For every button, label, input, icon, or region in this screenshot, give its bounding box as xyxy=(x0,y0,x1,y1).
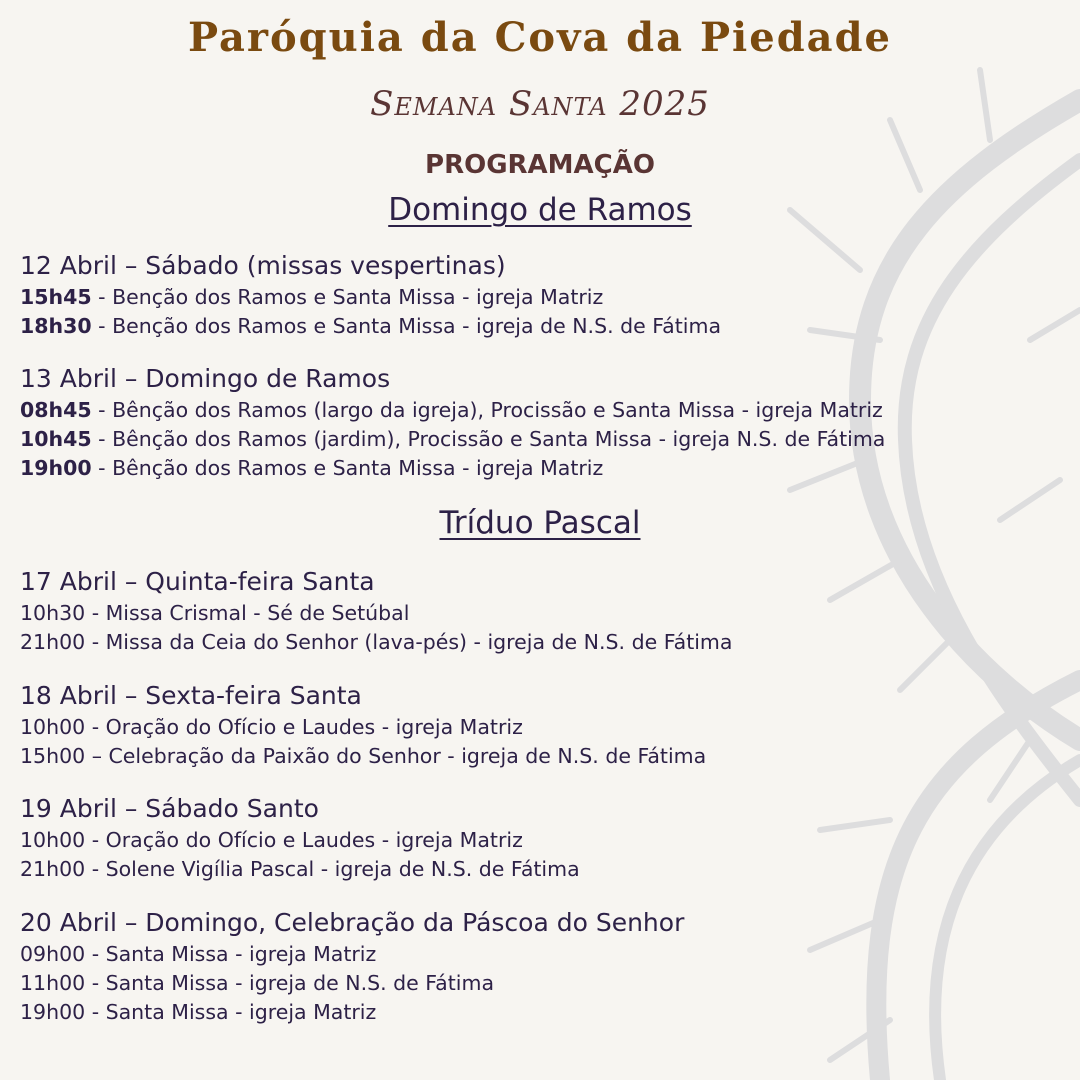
section-title-triduo-pascal: Tríduo Pascal xyxy=(439,505,641,541)
program-heading: PROGRAMAÇÃO xyxy=(425,150,655,180)
schedule-entry xyxy=(20,713,1070,742)
day-title: 13 Abril – Domingo de Ramos xyxy=(20,364,391,393)
entry-text: - Santa Missa - igreja de N.S. de Fátima xyxy=(85,971,495,995)
entry-time: 18h30 xyxy=(20,314,92,338)
entry-text: - Oração do Ofício e Laudes - igreja Matriz xyxy=(85,715,523,739)
entry-text: – Celebração da Paixão do Senhor - igreja de N.S. de Fátima xyxy=(85,744,707,768)
entry-time: 10h00 xyxy=(20,715,86,739)
section-title-domingo-de-ramos: Domingo de Ramos xyxy=(388,192,692,228)
entry-time: 19h00 xyxy=(20,456,92,480)
schedule-entry xyxy=(20,599,1070,628)
entry-time: 10h45 xyxy=(20,427,92,451)
schedule-entry xyxy=(20,396,1070,425)
schedule-entry xyxy=(20,454,1070,483)
schedule-entry xyxy=(20,855,1070,884)
entry-time: 15h00 xyxy=(20,744,86,768)
entry-text: - Santa Missa - igreja Matriz xyxy=(85,942,377,966)
day-block-20-abril xyxy=(20,908,1070,1027)
day-block-17-abril xyxy=(20,567,1070,657)
day-block-18-abril xyxy=(20,681,1070,771)
day-title: 19 Abril – Sábado Santo xyxy=(20,794,319,823)
entry-time: 08h45 xyxy=(20,398,92,422)
entry-time: 21h00 xyxy=(20,630,86,654)
parish-title: Paróquia da Cova da Piedade xyxy=(187,14,893,61)
entry-text: - Bênção dos Ramos (jardim), Procissão e Santa Missa - igreja N.S. de Fátima xyxy=(91,427,886,451)
entry-text: - Missa Crismal - Sé de Setúbal xyxy=(85,601,410,625)
schedule-entry xyxy=(20,742,1070,771)
entry-text: - Santa Missa - igreja Matriz xyxy=(85,1000,377,1024)
schedule-entry xyxy=(20,425,1070,454)
entry-text: - Bênção dos Ramos e Santa Missa - igreja Matriz xyxy=(91,456,604,480)
entry-text: - Oração do Ofício e Laudes - igreja Matriz xyxy=(85,828,523,852)
entry-time: 11h00 xyxy=(20,971,86,995)
day-block-19-abril xyxy=(20,794,1070,884)
schedule-entry xyxy=(20,312,1070,341)
entry-text: - Bênção dos Ramos (largo da igreja), Procissão e Santa Missa - igreja Matriz xyxy=(91,398,883,422)
entry-time: 10h00 xyxy=(20,828,86,852)
event-subtitle: Semana Santa 2025 xyxy=(370,84,710,124)
entry-time: 21h00 xyxy=(20,857,86,881)
schedule-entry xyxy=(20,628,1070,657)
schedule-entry xyxy=(20,283,1070,312)
day-title: 20 Abril – Domingo, Celebração da Páscoa do Senhor xyxy=(20,908,685,937)
day-block-12-abril xyxy=(20,251,1070,341)
entry-time: 15h45 xyxy=(20,285,92,309)
day-title: 18 Abril – Sexta-feira Santa xyxy=(20,681,362,710)
entry-text: - Solene Vigília Pascal - igreja de N.S. de Fátima xyxy=(85,857,580,881)
entry-time: 10h30 xyxy=(20,601,86,625)
day-title: 17 Abril – Quinta-feira Santa xyxy=(20,567,375,596)
schedule-entry xyxy=(20,998,1070,1027)
entry-time: 09h00 xyxy=(20,942,86,966)
day-title: 12 Abril – Sábado (missas vespertinas) xyxy=(20,251,506,280)
schedule-entry xyxy=(20,940,1070,969)
day-block-13-abril xyxy=(20,364,1070,483)
schedule-entry xyxy=(20,826,1070,855)
entry-time: 19h00 xyxy=(20,1000,86,1024)
entry-text: - Benção dos Ramos e Santa Missa - igreja de N.S. de Fátima xyxy=(91,314,722,338)
entry-text: - Benção dos Ramos e Santa Missa - igreja Matriz xyxy=(91,285,604,309)
entry-text: - Missa da Ceia do Senhor (lava-pés) - igreja de N.S. de Fátima xyxy=(85,630,733,654)
schedule-entry xyxy=(20,969,1070,998)
